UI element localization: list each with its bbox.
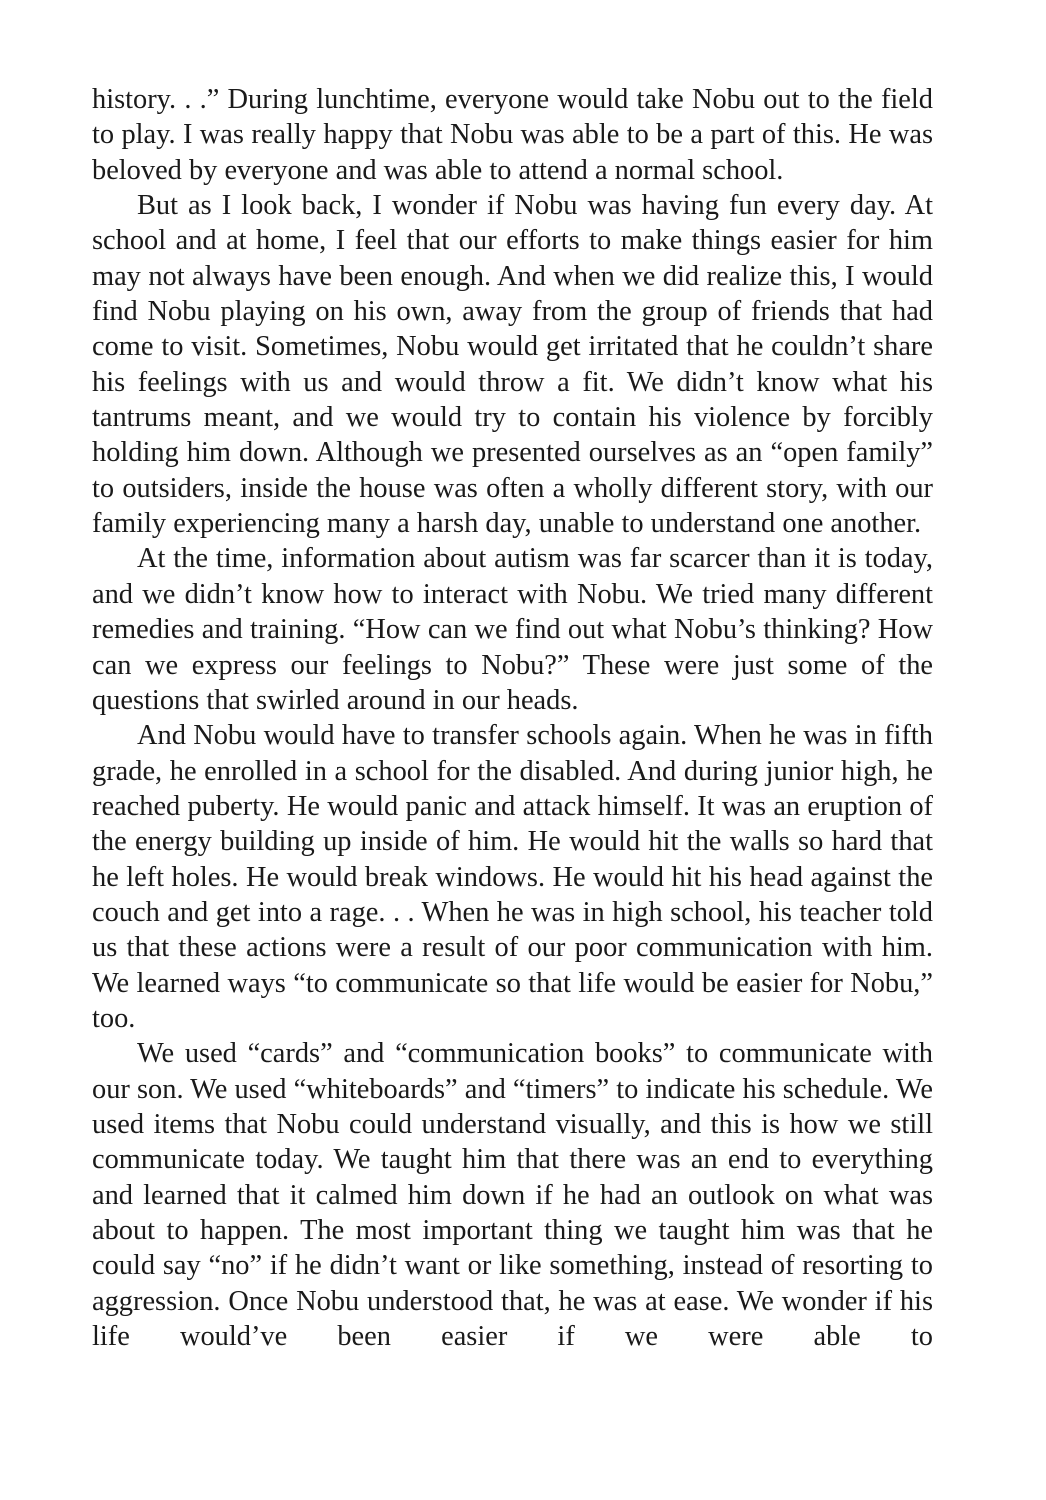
paragraph: At the time, information about autism was far scarcer than it is today, and we didn’t know how to interact with Nobu. We tried many different remedies and training. “How can we find out what Nobu’s thinking? How can we express our feelings to Nobu?” These were just some of the questions that swirled around in our heads. [92, 543, 933, 716]
book-page [92, 82, 933, 1354]
paragraph-continued: history. . .” During lunchtime, everyone would take Nobu out to the field to play. I was really happy that Nobu was able to be a part of this. He was beloved by everyone and was able to attend a normal school. [92, 84, 933, 186]
paragraph: And Nobu would have to transfer schools again. When he was in fifth grade, he enrolled in a school for the disabled. And during junior high, he reached puberty. He would panic and attack himself. It was an eruption of the energy building up inside of him. He would hit the walls so hard that he left holes. He would break windows. He would hit his head against the couch and get into a rage. . . When he was in high school, his teacher told us that these actions were a result of our poor communication with him. We learned ways “to communicate so that life would be easier for Nobu,” too. [92, 720, 933, 1034]
paragraph-continues: We used “cards” and “communication books” to communicate with our son. We used “whiteboards” and “timers” to indicate his schedule. We used items that Nobu could understand visually, and this is how we still communicate today. We taught him that there was an end to everything and learned that it calmed him down if he had an outlook on what was about to happen. The most important thing we taught him was that he could say “no” if he didn’t want or like something, instead of resorting to aggression. Once Nobu understood that, he was at ease. We wonder if his life would’ve been easier if we were able to [92, 1038, 933, 1353]
paragraph: But as I look back, I wonder if Nobu was having fun every day. At school and at home, I feel that our efforts to make things easier for him may not always have been enough. And when we did realize this, I would find Nobu playing on his own, away from the group of friends that had come to visit. Sometimes, Nobu would get irritated that he couldn’t share his feelings with us and would throw a fit. We didn’t know what his tantrums meant, and we would try to contain his violence by forcibly holding him down. Although we presented ourselves as an “open family” to outsiders, inside the house was often a wholly different story, with our family experiencing many a harsh day, unable to understand one another. [92, 190, 933, 540]
